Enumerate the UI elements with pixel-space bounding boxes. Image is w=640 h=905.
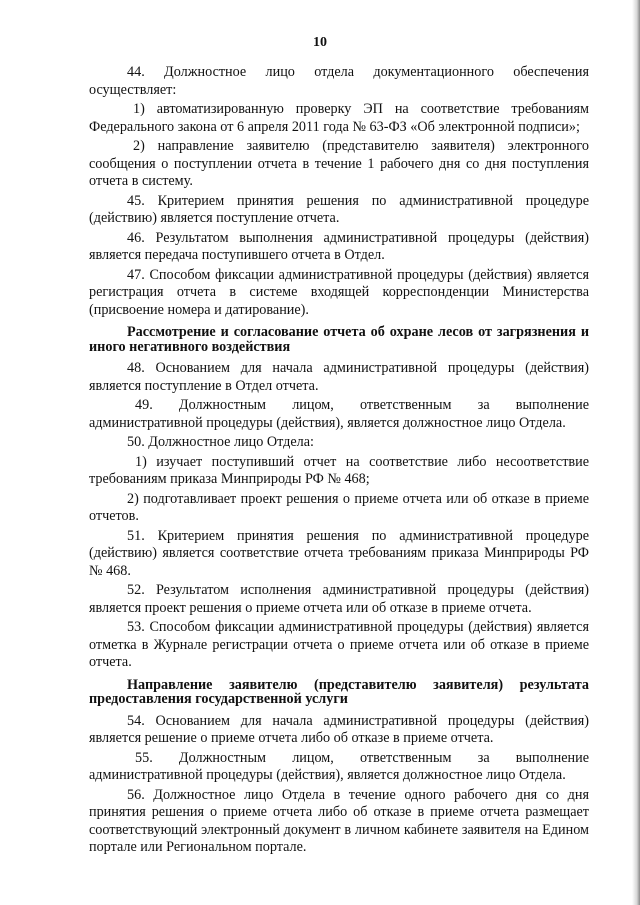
paragraph-55: 55. Должностным лицом, ответственным за выполнение административной процедуры (действия), является должностное лицо Отдела. (89, 749, 589, 783)
paragraph-47: 47. Способом фиксации административной процедуры (действия) является регистрация отчета в системе входящей корреспонденции Министерства (присвоение номера и датирование). (89, 266, 589, 318)
paragraph-44-item-1: 1) автоматизированную проверку ЭП на соответствие требованиям Федерального закона от 6 апреля 2011 года № 63-ФЗ «Об электронной подписи»; (89, 101, 589, 135)
paragraph-44: 44. Должностное лицо отдела документационного обеспечения осуществляет: (89, 64, 589, 98)
paragraph-45: 45. Критерием принятия решения по административной процедуре (действию) является поступление отчета. (89, 192, 589, 226)
page-edge-shadow (632, 0, 640, 905)
document-body (89, 64, 589, 859)
paragraph-50-item-1: 1) изучает поступивший отчет на соответствие либо несоответствие требованиям приказа Минприроды РФ № 468; (89, 453, 589, 487)
paragraph-52: 52. Результатом исполнения административной процедуры (действия) является проект решения о приеме отчета или об отказе в приеме отчета. (89, 582, 589, 616)
paragraph-49: 49. Должностным лицом, ответственным за выполнение административной процедуры (действия), является должностное лицо Отдела. (89, 397, 589, 431)
paragraph-53: 53. Способом фиксации административной процедуры (действия) является отметка в Журнале регистрации отчета о приеме отчета или об отказе в приеме отчета. (89, 619, 589, 670)
paragraph-54: 54. Основанием для начала административной процедуры (действия) является решение о приеме отчета либо об отказе в приеме отчета. (89, 712, 589, 746)
paragraph-50: 50. Должностное лицо Отдела: (127, 434, 314, 450)
paragraph-51: 51. Критерием принятия решения по административной процедуре (действию) является соответствие отчета требованиям приказа Минприроды РФ № 468. (89, 527, 589, 579)
paragraph-50-item-2: 2) подготавливает проект решения о приеме отчета или об отказе в приеме отчетов. (89, 490, 589, 524)
section-heading-result: Направление заявителю (представителю заявителя) результата предоставления государственной услуги (89, 676, 589, 707)
paragraph-56: 56. Должностное лицо Отдела в течение одного рабочего дня со дня принятия решения о приеме отчета либо об отказе в приеме отчета размещает соответствующий электронный документ в личном кабинете заявителя на Едином портале или Региональном портале. (89, 786, 589, 855)
page-number: 10 (313, 35, 327, 50)
paragraph-48: 48. Основанием для начала административной процедуры (действия) является поступление в Отдел отчета. (89, 360, 589, 394)
section-heading-review: Рассмотрение и согласование отчета об охране лесов от загрязнения и иного негативного воздействия (89, 324, 589, 355)
paragraph-46: 46. Результатом выполнения административной процедуры (действия) является передача поступившего отчета в Отдел. (89, 229, 589, 263)
paragraph-44-item-2: 2) направление заявителю (представителю заявителя) электронного сообщения о поступлении отчета в течение 1 рабочего дня со дня поступления отчета в систему. (89, 138, 589, 189)
